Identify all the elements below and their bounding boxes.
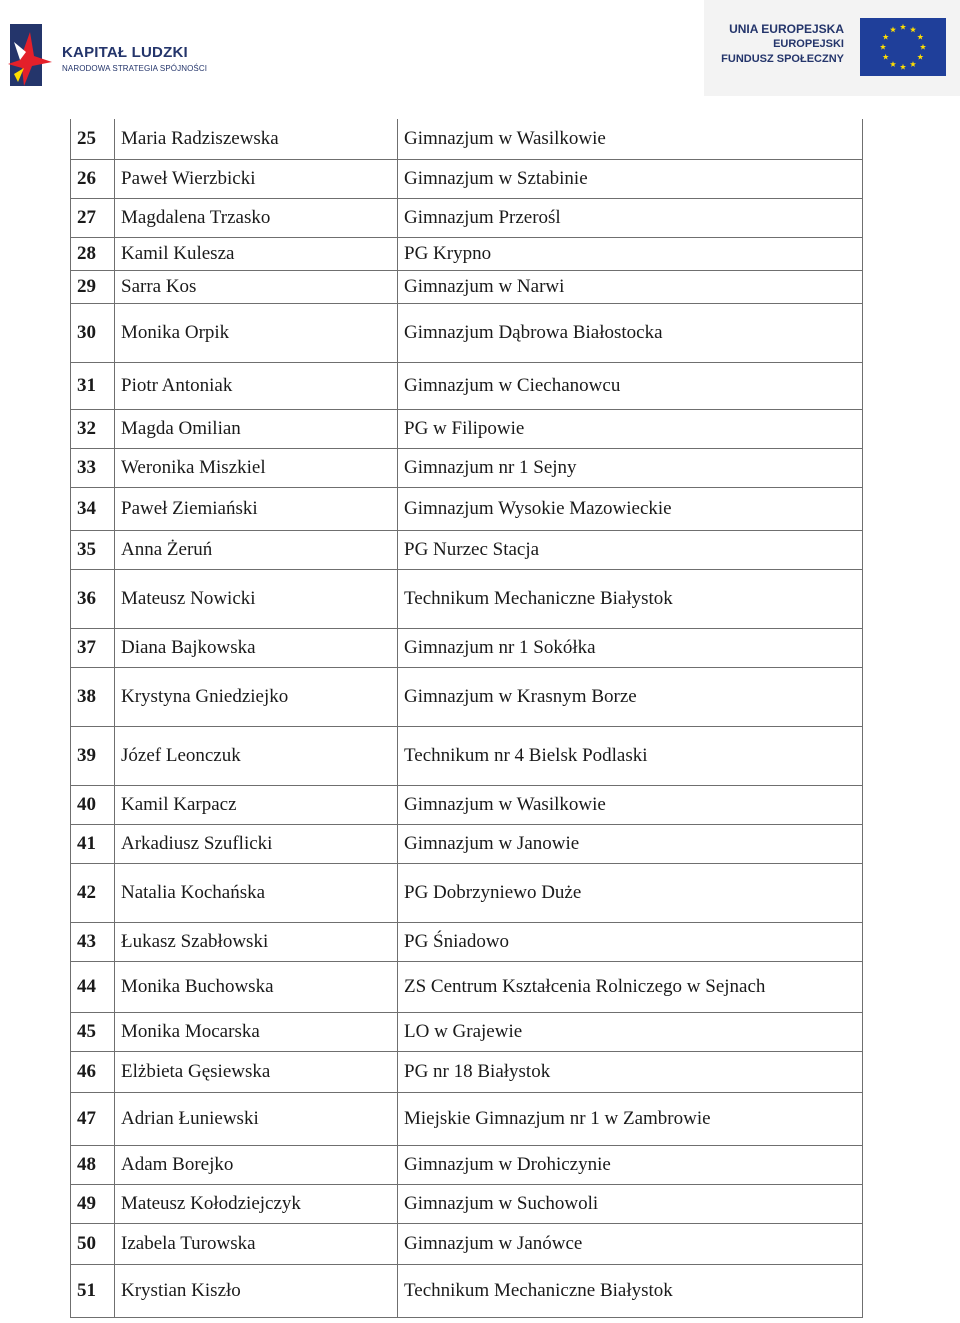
participant-name: Natalia Kochańska	[115, 863, 398, 922]
row-number: 47	[71, 1092, 115, 1145]
participant-name: Józef Leonczuk	[115, 726, 398, 785]
participant-name: Anna Żeruń	[115, 530, 398, 569]
participant-name: Paweł Ziemiański	[115, 487, 398, 530]
school-name: Miejskie Gimnazjum nr 1 w Zambrowie	[398, 1092, 863, 1145]
school-name: PG Krypno	[398, 237, 863, 270]
participant-name: Kamil Kulesza	[115, 237, 398, 270]
table-row	[71, 1051, 863, 1092]
row-number: 33	[71, 448, 115, 487]
row-number: 41	[71, 824, 115, 863]
row-number: 26	[71, 159, 115, 198]
table-row	[71, 863, 863, 922]
school-name: Gimnazjum w Narwi	[398, 270, 863, 303]
participant-name: Monika Mocarska	[115, 1012, 398, 1051]
table-row	[71, 1092, 863, 1145]
table-row	[71, 487, 863, 530]
table-row	[71, 961, 863, 1012]
row-number: 49	[71, 1184, 115, 1223]
school-name: LO w Grajewie	[398, 1012, 863, 1051]
participant-name: Magda Omilian	[115, 409, 398, 448]
participant-name: Sarra Kos	[115, 270, 398, 303]
participant-name: Izabela Turowska	[115, 1223, 398, 1264]
table-row	[71, 1223, 863, 1264]
table-row	[71, 1184, 863, 1223]
participant-name: Maria Radziszewska	[115, 119, 398, 159]
kapital-ludzki-title: KAPITAŁ LUDZKI	[62, 44, 188, 61]
row-number: 31	[71, 362, 115, 409]
row-number: 34	[71, 487, 115, 530]
table-row	[71, 303, 863, 362]
table-row	[71, 922, 863, 961]
table-row	[71, 448, 863, 487]
school-name: Gimnazjum Wysokie Mazowieckie	[398, 487, 863, 530]
table-row	[71, 1145, 863, 1184]
school-name: PG nr 18 Białystok	[398, 1051, 863, 1092]
school-name: PG w Filipowie	[398, 409, 863, 448]
table-row	[71, 824, 863, 863]
participant-name: Paweł Wierzbicki	[115, 159, 398, 198]
school-name: ZS Centrum Kształcenia Rolniczego w Sejnach	[398, 961, 863, 1012]
row-number: 25	[71, 119, 115, 159]
row-number: 27	[71, 198, 115, 237]
participant-name: Arkadiusz Szuflicki	[115, 824, 398, 863]
participant-name: Diana Bajkowska	[115, 628, 398, 667]
school-name: Gimnazjum Przerośl	[398, 198, 863, 237]
school-name: Gimnazjum w Sztabinie	[398, 159, 863, 198]
kapital-ludzki-subtitle: NARODOWA STRATEGIA SPÓJNOŚCI	[62, 64, 208, 73]
row-number: 28	[71, 237, 115, 270]
participant-name: Mateusz Kołodziejczyk	[115, 1184, 398, 1223]
row-number: 37	[71, 628, 115, 667]
participant-name: Krystyna Gniedziejko	[115, 667, 398, 726]
table-row	[71, 237, 863, 270]
school-name: Gimnazjum w Suchowoli	[398, 1184, 863, 1223]
row-number: 51	[71, 1264, 115, 1317]
table-row	[71, 159, 863, 198]
row-number: 46	[71, 1051, 115, 1092]
row-number: 43	[71, 922, 115, 961]
eu-line-3: FUNDUSZ SPOŁECZNY	[721, 53, 844, 65]
participant-name: Kamil Karpacz	[115, 785, 398, 824]
table-row	[71, 198, 863, 237]
school-name: Gimnazjum w Drohiczynie	[398, 1145, 863, 1184]
table-row	[71, 1264, 863, 1317]
table-row	[71, 270, 863, 303]
school-name: Technikum Mechaniczne Białystok	[398, 1264, 863, 1317]
participant-name: Magdalena Trzasko	[115, 198, 398, 237]
eu-logo	[704, 0, 960, 96]
row-number: 30	[71, 303, 115, 362]
table-row	[71, 530, 863, 569]
row-number: 39	[71, 726, 115, 785]
row-number: 50	[71, 1223, 115, 1264]
table-row	[71, 785, 863, 824]
row-number: 35	[71, 530, 115, 569]
participant-name: Adam Borejko	[115, 1145, 398, 1184]
school-name: PG Śniadowo	[398, 922, 863, 961]
row-number: 40	[71, 785, 115, 824]
table-row	[71, 569, 863, 628]
row-number: 36	[71, 569, 115, 628]
participant-name: Weronika Miszkiel	[115, 448, 398, 487]
school-name: PG Dobrzyniewo Duże	[398, 863, 863, 922]
table-row	[71, 409, 863, 448]
school-name: PG Nurzec Stacja	[398, 530, 863, 569]
participant-name: Mateusz Nowicki	[115, 569, 398, 628]
school-name: Gimnazjum nr 1 Sokółka	[398, 628, 863, 667]
row-number: 29	[71, 270, 115, 303]
table-row	[71, 119, 863, 159]
school-name: Gimnazjum w Janówce	[398, 1223, 863, 1264]
eu-flag-icon	[860, 18, 946, 76]
table-row	[71, 667, 863, 726]
school-name: Technikum Mechaniczne Białystok	[398, 569, 863, 628]
school-name: Technikum nr 4 Bielsk Podlaski	[398, 726, 863, 785]
participant-name: Monika Buchowska	[115, 961, 398, 1012]
participant-name: Piotr Antoniak	[115, 362, 398, 409]
participants-table	[70, 119, 863, 1318]
school-name: Gimnazjum nr 1 Sejny	[398, 448, 863, 487]
eu-text-block	[721, 22, 844, 67]
school-name: Gimnazjum w Krasnym Borze	[398, 667, 863, 726]
eu-line-2: EUROPEJSKI	[773, 38, 844, 50]
participant-name: Elżbieta Gęsiewska	[115, 1051, 398, 1092]
school-name: Gimnazjum w Janowie	[398, 824, 863, 863]
table-row	[71, 362, 863, 409]
school-name: Gimnazjum w Ciechanowcu	[398, 362, 863, 409]
row-number: 42	[71, 863, 115, 922]
row-number: 38	[71, 667, 115, 726]
row-number: 48	[71, 1145, 115, 1184]
table-body	[71, 119, 863, 1317]
participant-name: Adrian Łuniewski	[115, 1092, 398, 1145]
participant-name: Łukasz Szabłowski	[115, 922, 398, 961]
eu-line-1: UNIA EUROPEJSKA	[729, 22, 844, 36]
participant-name: Krystian Kiszło	[115, 1264, 398, 1317]
school-name: Gimnazjum w Wasilkowie	[398, 785, 863, 824]
table-row	[71, 1012, 863, 1051]
school-name: Gimnazjum w Wasilkowie	[398, 119, 863, 159]
kapital-ludzki-star-icon	[6, 20, 54, 90]
row-number: 44	[71, 961, 115, 1012]
school-name: Gimnazjum Dąbrowa Białostocka	[398, 303, 863, 362]
row-number: 32	[71, 409, 115, 448]
participant-name: Monika Orpik	[115, 303, 398, 362]
table-row	[71, 628, 863, 667]
table-row	[71, 726, 863, 785]
row-number: 45	[71, 1012, 115, 1051]
kapital-ludzki-logo	[6, 20, 216, 90]
